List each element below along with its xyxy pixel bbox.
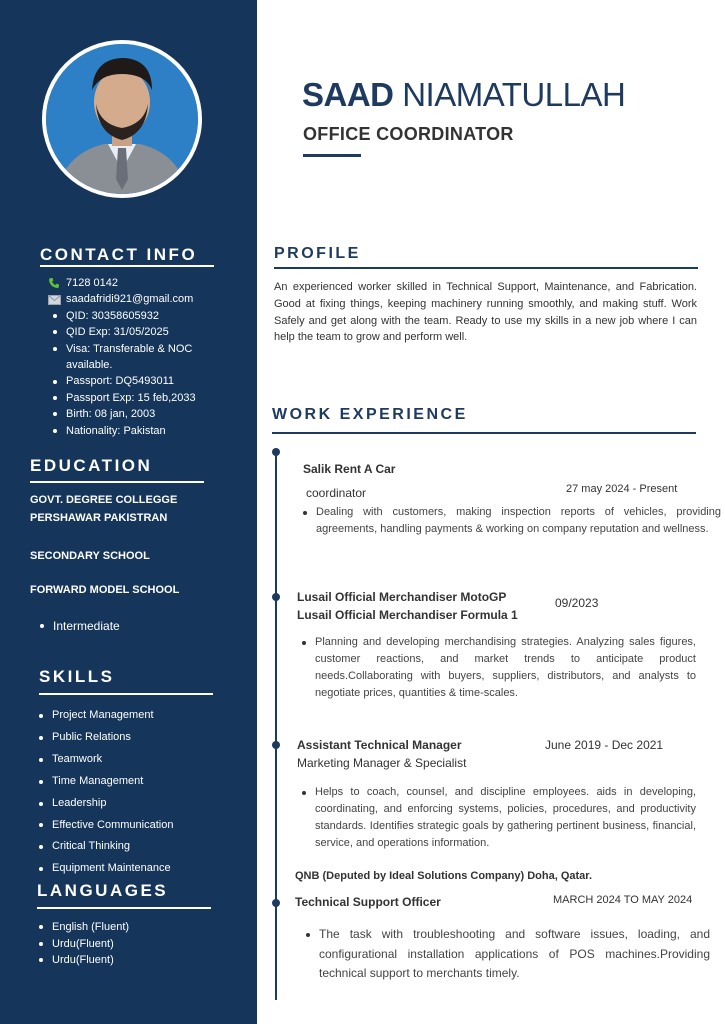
sidebar — [0, 0, 257, 1024]
profile-photo-frame — [42, 40, 202, 198]
contact-item-continued: available. — [66, 359, 113, 372]
education-divider — [30, 481, 204, 483]
person-portrait-icon — [46, 44, 198, 194]
job-subtitle: Marketing Manager & Specialist — [297, 756, 467, 770]
job-description: Planning and developing merchandising strategies. Analyzing sales figures, customer reactions, and market trends to anticipate product needs.Collaborating with buyers, suppliers, distributors, and analysts to negotiate prices, quantities & time-scales. — [302, 634, 696, 702]
contact-item: Passport: DQ5493011 — [48, 373, 253, 389]
contact-item: QID: 30358605932 — [48, 308, 253, 324]
timeline-dot — [272, 899, 280, 907]
education-heading: EDUCATION — [30, 456, 153, 475]
first-name: SAAD — [302, 76, 394, 113]
mail-icon — [48, 291, 66, 307]
job-role: Lusail Official Merchandiser MotoGP — [297, 590, 507, 604]
job-company: Salik Rent A Car — [303, 462, 396, 476]
skill-item: Time Management — [37, 771, 173, 793]
skills-list — [37, 705, 173, 880]
education-entry: GOVT. DEGREE COLLEGGE — [30, 494, 178, 506]
skill-item: Teamwork — [37, 749, 173, 771]
contact-item: Passport Exp: 15 feb,2033 — [48, 390, 253, 406]
experience-divider — [272, 432, 696, 434]
skill-item: Critical Thinking — [37, 836, 173, 858]
education-bullet: Intermediate — [38, 619, 120, 633]
job-description: Dealing with customers, making inspection reports of vehicles, providing agreements, handling payments & working on company reputation and wellness. — [303, 504, 721, 538]
contact-list — [48, 275, 253, 439]
timeline-dot — [272, 593, 280, 601]
contact-heading: CONTACT INFO — [40, 245, 198, 264]
education-bullet-list — [38, 619, 120, 633]
education-entry: SECONDARY SCHOOL — [30, 550, 150, 562]
skill-item: Leadership — [37, 793, 173, 815]
contact-item: Visa: Transferable & NOC — [48, 341, 253, 357]
job-employer: QNB (Deputed by Ideal Solutions Company) Doha, Qatar. — [295, 870, 593, 882]
job-title-header: OFFICE COORDINATOR — [303, 124, 514, 144]
languages-divider — [37, 907, 211, 909]
language-item: English (Fluent) — [37, 919, 129, 936]
title-underline — [303, 154, 361, 157]
job-date: June 2019 - Dec 2021 — [545, 738, 664, 752]
skill-item: Project Management — [37, 705, 173, 727]
skills-divider — [39, 693, 213, 695]
contact-item: Nationality: Pakistan — [48, 423, 253, 439]
job-role: Lusail Official Merchandiser Formula 1 — [297, 608, 518, 622]
language-item: Urdu(Fluent) — [37, 936, 129, 953]
phone-icon — [48, 275, 66, 291]
job-date: 27 may 2024 - Present — [566, 483, 678, 495]
job-date: MARCH 2024 TO MAY 2024 — [553, 894, 693, 906]
contact-item: Birth: 08 jan, 2003 — [48, 406, 253, 422]
profile-heading: PROFILE — [274, 245, 361, 262]
skills-heading: SKILLS — [39, 667, 115, 686]
skill-item: Public Relations — [37, 727, 173, 749]
contact-item: QID Exp: 31/05/2025 — [48, 324, 253, 340]
profile-summary: An experienced worker skilled in Technical Support, Maintenance, and Fabrication. Good at fixing things, keeping machinery running smoothly, and making stuff. Work Safely and get along with the team. Ready to use my skills in a new job where I can help the team to grow and perform well. — [274, 281, 697, 344]
job-description: Helps to coach, counsel, and discipline employees. aids in developing, coordinating, and enforcing systems, policies, procedures, and productivity standards. Identifies strategic goals by gathering pertinent business, financial, service, and operations information. — [302, 784, 696, 852]
job-role: Assistant Technical Manager — [297, 738, 462, 752]
language-item: Urdu(Fluent) — [37, 952, 129, 969]
timeline-dot — [272, 741, 280, 749]
timeline-dot — [272, 448, 280, 456]
contact-divider — [40, 265, 214, 267]
experience-timeline — [275, 452, 277, 1000]
contact-email — [48, 291, 253, 307]
job-role: coordinator — [306, 486, 367, 500]
languages-list — [37, 919, 129, 969]
profile-photo — [46, 44, 198, 194]
profile-divider — [274, 267, 698, 269]
education-entry: FORWARD MODEL SCHOOL — [30, 584, 180, 596]
job-date: 09/2023 — [555, 596, 599, 610]
job-role: Technical Support Officer — [295, 895, 441, 909]
skill-item: Effective Communication — [37, 815, 173, 837]
experience-heading: WORK EXPERIENCE — [272, 406, 468, 423]
job-description: The task with troubleshooting and software issues, loading, and configurational installation applications of POS machines.Providing technical support to merchants timely. — [306, 925, 710, 984]
languages-heading: LANGUAGES — [37, 881, 169, 900]
education-entry: PERSHAWAR PAKISTRAN — [30, 512, 168, 524]
contact-phone — [48, 275, 253, 291]
email-address: saadafridi921@gmail.com — [66, 293, 194, 306]
person-name — [302, 76, 625, 114]
skill-item: Equipment Maintenance — [37, 858, 173, 880]
last-name: NIAMATULLAH — [402, 76, 626, 113]
phone-number: 7128 0142 — [66, 277, 118, 289]
